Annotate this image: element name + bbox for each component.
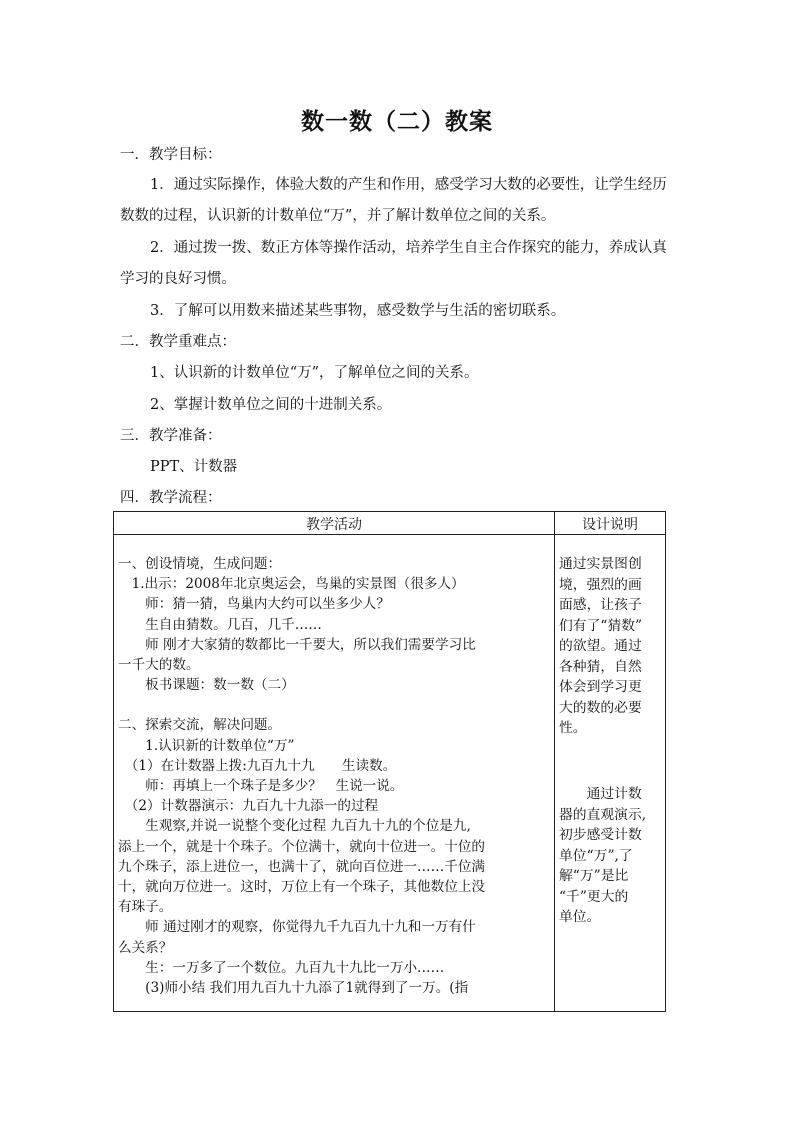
design-line: 体会到学习更 <box>559 679 642 695</box>
design-note-2 <box>559 784 663 928</box>
prep-heading: 三．教学准备： <box>120 428 222 444</box>
activity-line: 1.认识新的计数单位“万” <box>118 737 295 754</box>
goal-3: 3．了解可以用数来描述某些事物，感受数学与生活的密切联系。 <box>150 303 566 319</box>
design-note-1 <box>559 554 663 739</box>
goals-heading: 一．教学目标： <box>120 147 222 163</box>
flow-heading: 四．教学流程： <box>120 490 222 506</box>
activity-line: 一、创设情境，生成问题： <box>118 556 282 572</box>
activity-line: （1）在计数器上拨:九百九十九 生读数。 <box>118 757 397 774</box>
design-line: 们有了“猜数” <box>559 617 643 634</box>
activity-line: 十，就向万位进一。这时，万位上有一个珠子，其他数位上没 <box>118 879 486 896</box>
column-divider <box>554 512 555 1011</box>
activity-line: 添上一个，就是十个珠子。个位满十，就向十位进一。十位的 <box>118 838 486 855</box>
keypoints-heading: 二．教学重难点： <box>120 334 236 350</box>
activity-line: 有珠子。 <box>118 899 173 916</box>
keypoint-1: 1、认识新的计数单位“万”，了解单位之间的关系。 <box>150 365 479 381</box>
keypoint-2: 2、掌握计数单位之间的十进制关系。 <box>150 397 392 413</box>
design-line: 通过实景图创 <box>559 556 642 572</box>
goal-1: 1．通过实际操作，体验大数的产生和作用，感受学习大数的必要性，让学生经历数数的过程，认识新的计数单位“万”，并了解计数单位之间的关系。 <box>120 177 667 224</box>
design-line: 大的数的必要 <box>559 699 642 716</box>
activity-line: 板书课题：数一数（二） <box>118 677 295 694</box>
design-line: 通过计数 <box>559 786 642 802</box>
activity-line: 师 通过刚才的观察，你觉得九千九百九十九和一万有什 <box>118 919 476 936</box>
activity-line: 九个珠子，添上进位一，也满十了，就向百位进一……千位满 <box>118 858 486 875</box>
activity-line: 师 刚才大家猜的数都比一千要大，所以我们需要学习比 <box>118 636 476 653</box>
activity-line: 生：一万多了一个数位。九百九十九比一万小…… <box>118 959 445 976</box>
design-line: 器的直观演示, <box>559 806 647 823</box>
goal-2: 2．通过拨一拨、数正方体等操作活动，培养学生自主合作探究的能力，养成认真学习的良好习惯。 <box>120 240 667 287</box>
table-header-row <box>114 512 665 535</box>
design-line: 单位。 <box>559 909 601 925</box>
activity-column <box>118 554 550 998</box>
activity-line: 一千大的数。 <box>118 657 200 674</box>
design-line: 初步感受计数 <box>559 827 642 843</box>
design-line: “千”更大的 <box>559 888 629 905</box>
activity-line: 生自由猜数。几百，几千…… <box>118 616 322 633</box>
prep-items: PPT、计数器 <box>150 459 238 475</box>
design-line: 境，强烈的画 <box>559 576 642 593</box>
header-activity: 教学活动 <box>306 517 362 533</box>
design-line: 解“万”是比 <box>559 868 629 884</box>
design-line: 的欲望。通过 <box>559 638 642 654</box>
activity-line: 生观察,并说一说整个变化过程 九百九十九的个位是九, <box>118 818 471 835</box>
teaching-flow-table <box>113 511 666 1012</box>
activity-line <box>118 695 550 715</box>
activity-line: 么关系？ <box>118 939 173 956</box>
activity-line: （2）计数器演示：九百九十九添一的过程 <box>118 798 379 815</box>
design-line: 面感，让孩子 <box>559 597 642 613</box>
document-title: 数一数（二）教案 <box>301 108 493 135</box>
activity-line: 师：猜一猜，鸟巢内大约可以坐多少人？ <box>118 596 390 613</box>
activity-line: 1.出示：2008年北京奥运会，鸟巢的实景图（很多人） <box>118 576 465 593</box>
design-line: 单位“万”,了 <box>559 847 633 864</box>
activity-line: 师：再填上一个珠子是多少？ 生说一说。 <box>118 778 404 795</box>
activity-line: 二、探索交流，解决问题。 <box>118 717 282 734</box>
design-line: 各种猜，自然 <box>559 658 642 675</box>
design-line: 性。 <box>559 720 587 736</box>
header-design: 设计说明 <box>582 517 638 533</box>
activity-line: (3)师小结 我们用九百九十九添了1就得到了一万。(指 <box>118 980 469 997</box>
